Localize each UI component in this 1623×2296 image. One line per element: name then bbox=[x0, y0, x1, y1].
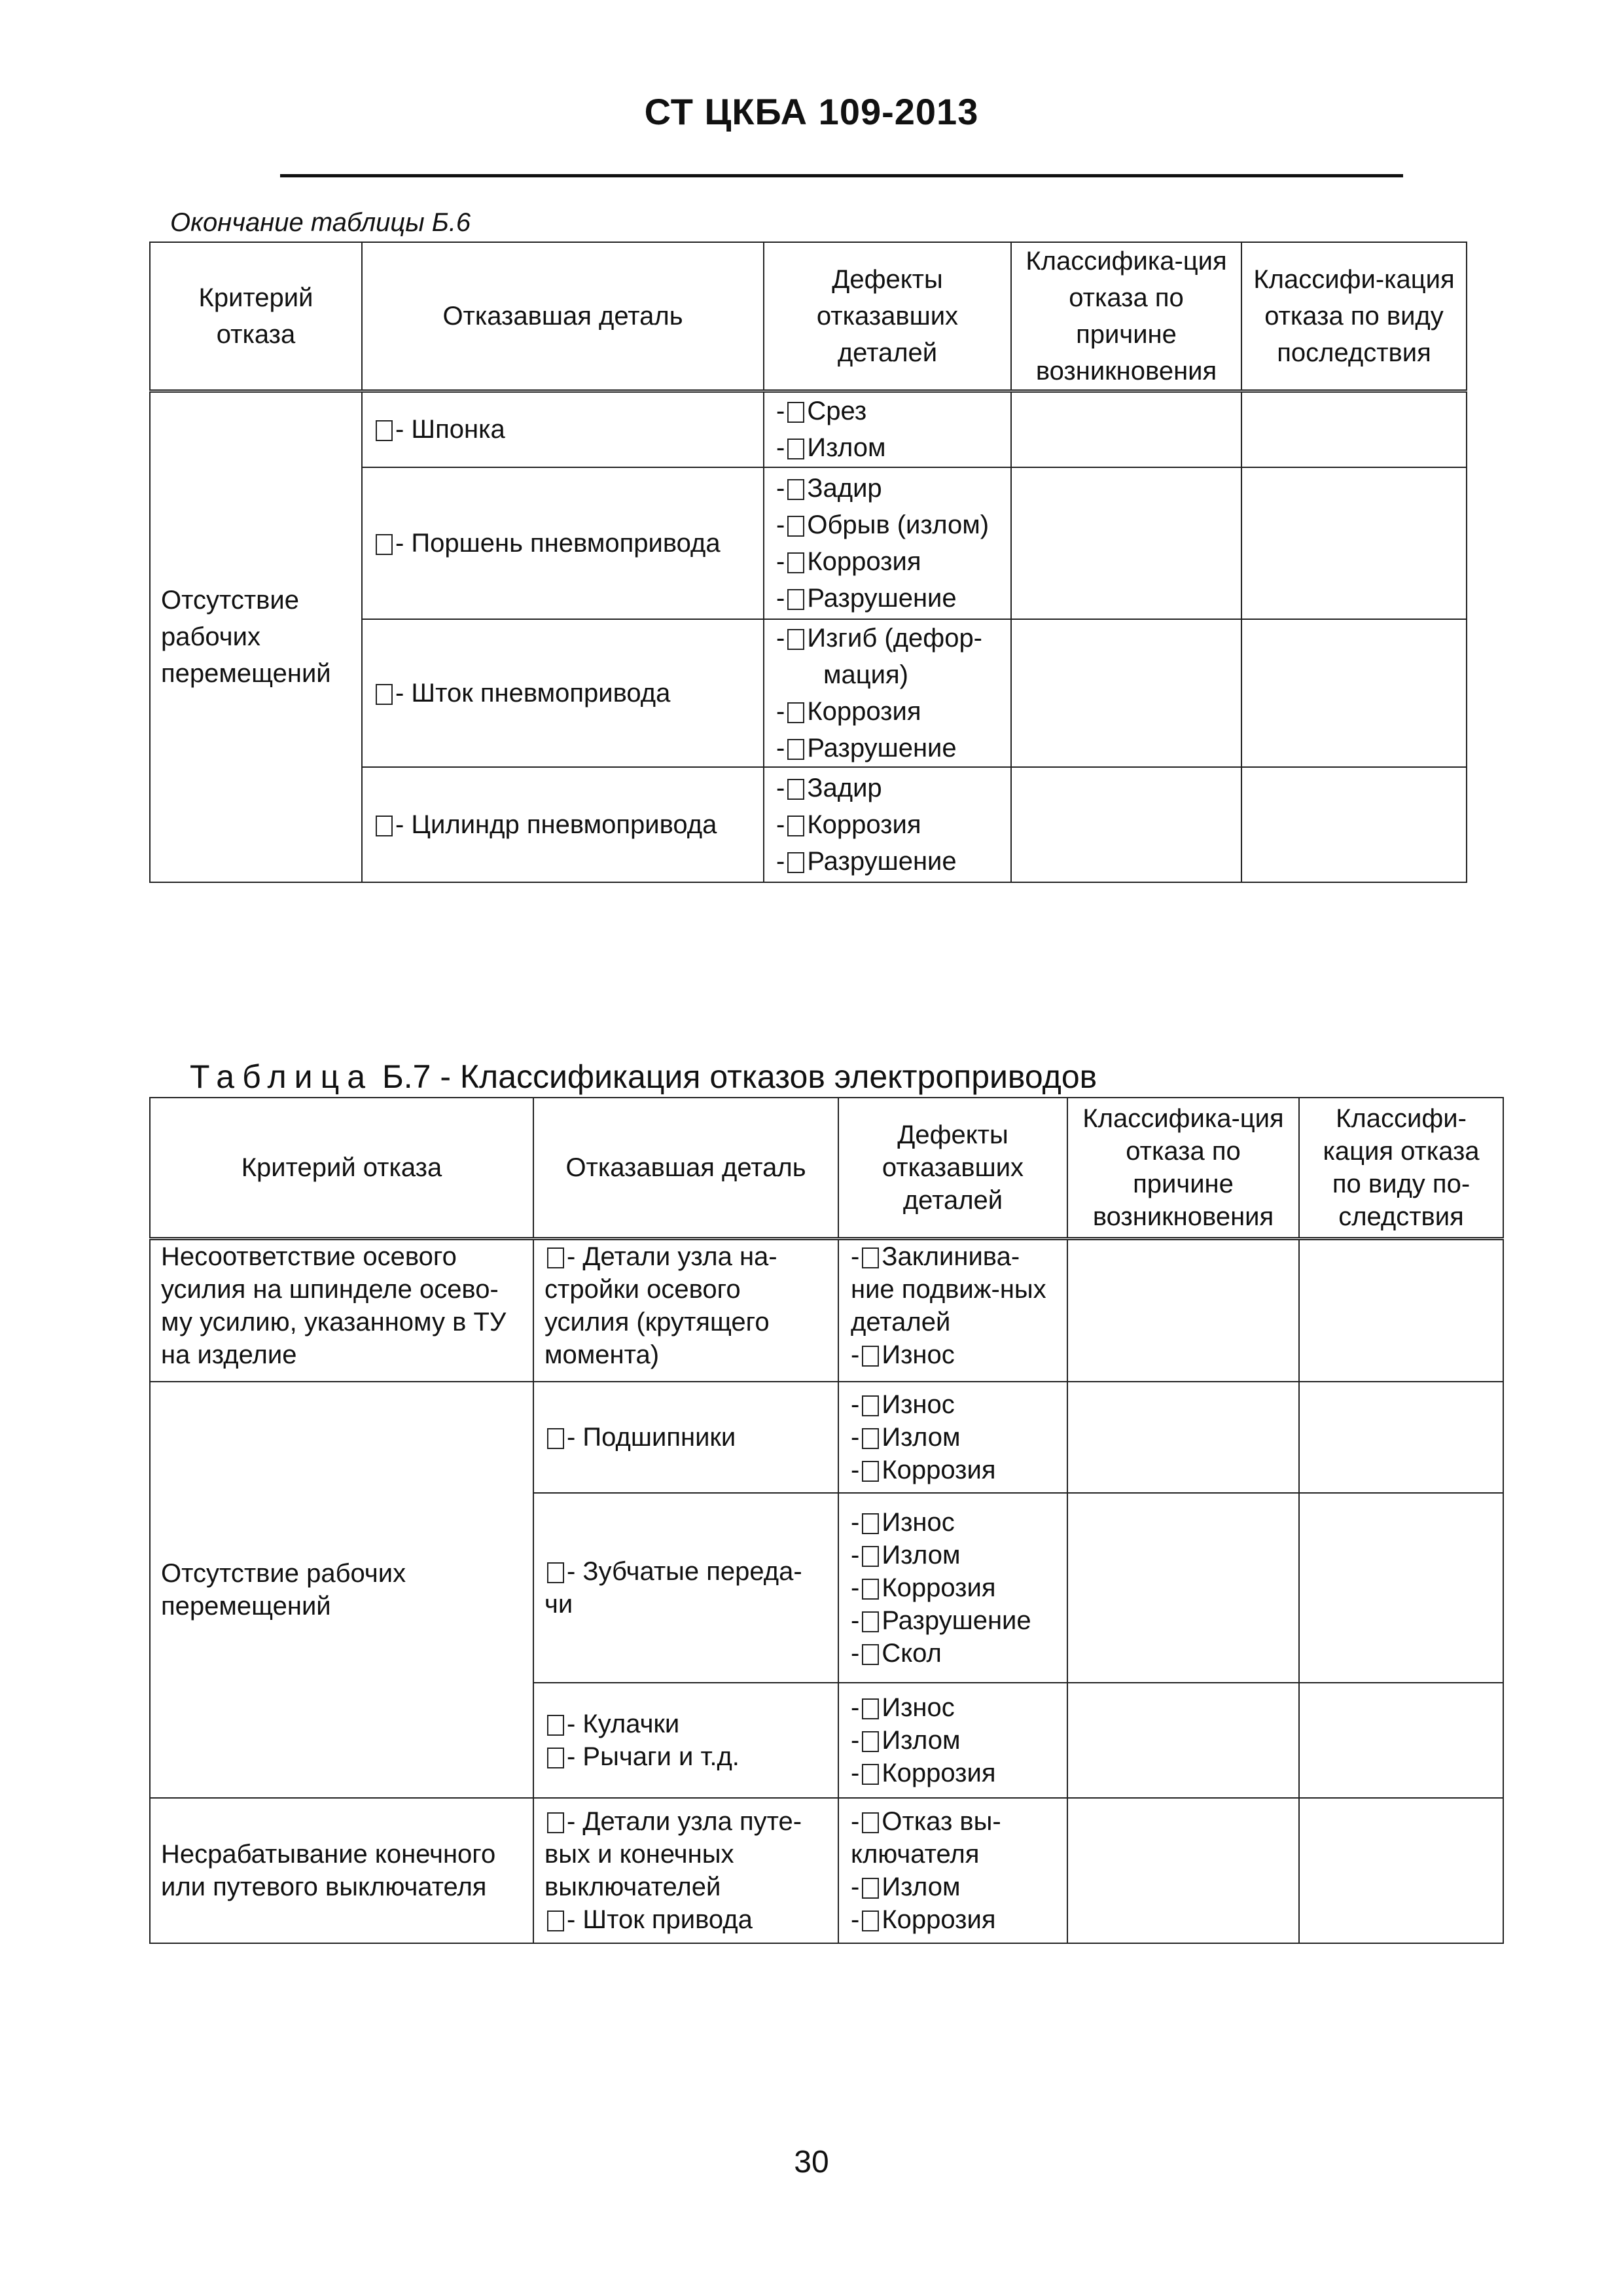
defect-item: - Коррозия bbox=[851, 1573, 996, 1602]
defect-item: - Обрыв (излом) bbox=[776, 510, 990, 539]
defects-cell bbox=[764, 467, 1011, 619]
consequence-class-cell[interactable] bbox=[1299, 1798, 1503, 1943]
defect-item: - Заклинива-ние подвиж-ных деталей bbox=[851, 1242, 1046, 1336]
defect-item: - Коррозия bbox=[851, 1758, 996, 1787]
checkbox-icon bbox=[376, 534, 393, 555]
defect-item: - Разрушение bbox=[851, 1605, 1031, 1635]
checkbox-icon bbox=[862, 1346, 879, 1367]
defect-item: - Износ bbox=[851, 1340, 955, 1369]
cause-class-cell[interactable] bbox=[1067, 1493, 1299, 1683]
checkbox-icon bbox=[787, 552, 804, 573]
table-row bbox=[150, 1239, 1503, 1382]
consequence-class-cell[interactable] bbox=[1299, 1382, 1503, 1493]
cause-class-cell[interactable] bbox=[1011, 391, 1241, 467]
column-header-criterion: Критерий отказа bbox=[150, 242, 362, 391]
failed-part-cell: - Шпонка bbox=[362, 391, 764, 467]
defect-item: - Излом bbox=[776, 433, 886, 463]
column-header-cause-class: Классифика-ция отказа по причине возникновения bbox=[1011, 242, 1241, 391]
defects-cell bbox=[764, 767, 1011, 882]
checkbox-icon bbox=[787, 779, 804, 800]
checkbox-icon bbox=[547, 1748, 564, 1768]
column-header-consequence-class: Классифи-кация отказа по виду по-следствия bbox=[1299, 1098, 1503, 1239]
defect-item: - Износ bbox=[851, 1507, 955, 1537]
column-header-failed-part: Отказавшая деталь bbox=[362, 242, 764, 391]
table-row bbox=[150, 391, 1467, 467]
defect-item: - Срез bbox=[776, 397, 867, 426]
failed-part-item: - Кулачки bbox=[544, 1708, 827, 1740]
defect-item: - Износ bbox=[851, 1390, 955, 1419]
checkbox-icon bbox=[862, 1698, 879, 1719]
table7-caption: Таблица Б.7 - Классификация отказов электроприводов bbox=[190, 1058, 1097, 1095]
defect-item: - Скол bbox=[851, 1638, 942, 1668]
failed-part-cell: - Цилиндр пневмопривода bbox=[362, 767, 764, 882]
checkbox-icon bbox=[862, 1513, 879, 1534]
defect-item: - Коррозия bbox=[776, 547, 921, 576]
table-b7 bbox=[149, 1097, 1504, 1944]
column-header-failed-part: Отказавшая деталь bbox=[533, 1098, 838, 1239]
failed-part-cell: - Шток пневмопривода bbox=[362, 619, 764, 767]
checkbox-icon bbox=[787, 516, 804, 537]
defect-item-continuation: мация) bbox=[823, 660, 908, 689]
checkbox-icon bbox=[862, 1428, 879, 1449]
defect-item: - Коррозия bbox=[851, 1905, 996, 1934]
defect-item: - Коррозия bbox=[776, 696, 921, 726]
cause-class-cell[interactable] bbox=[1067, 1683, 1299, 1798]
checkbox-icon bbox=[787, 629, 804, 650]
checkbox-icon bbox=[862, 1611, 879, 1632]
defects-cell bbox=[838, 1382, 1067, 1493]
defect-item: - Излом bbox=[851, 1422, 961, 1452]
criterion-cell: Несоответствие осевого усилия на шпинделе осево-му усилию, указанному в ТУ на изделие bbox=[150, 1239, 533, 1382]
defects-cell bbox=[838, 1493, 1067, 1683]
checkbox-icon bbox=[787, 739, 804, 760]
failed-part-item: - Детали узла путе-вых и конечных выключателей bbox=[544, 1806, 802, 1901]
failed-part-item: - Шток привода bbox=[544, 1903, 827, 1936]
consequence-class-cell[interactable] bbox=[1299, 1493, 1503, 1683]
checkbox-icon bbox=[787, 439, 804, 459]
defect-item: - Излом bbox=[851, 1540, 961, 1570]
checkbox-icon bbox=[376, 816, 393, 836]
table6-header-row bbox=[150, 242, 1467, 391]
consequence-class-cell[interactable] bbox=[1241, 467, 1467, 619]
defect-item: - Разрушение bbox=[776, 846, 957, 876]
checkbox-icon bbox=[862, 1878, 879, 1899]
checkbox-icon bbox=[862, 1579, 879, 1600]
defect-item: - Задир bbox=[776, 473, 882, 503]
cause-class-cell[interactable] bbox=[1067, 1239, 1299, 1382]
checkbox-icon bbox=[547, 1247, 564, 1268]
checkbox-icon bbox=[862, 1395, 879, 1416]
defect-item: - Излом bbox=[851, 1872, 961, 1901]
checkbox-icon bbox=[547, 1910, 564, 1931]
page-number: 30 bbox=[794, 2145, 829, 2179]
checkbox-icon bbox=[862, 1910, 879, 1931]
column-header-consequence-class: Классифи-кация отказа по виду последствия bbox=[1241, 242, 1467, 391]
consequence-class-cell[interactable] bbox=[1241, 391, 1467, 467]
criterion-cell: Отсутствие рабочих перемещений bbox=[150, 391, 362, 882]
defects-cell bbox=[838, 1239, 1067, 1382]
failed-part-cell: - Зубчатые переда-чи bbox=[533, 1493, 838, 1683]
consequence-class-cell[interactable] bbox=[1241, 767, 1467, 882]
consequence-class-cell[interactable] bbox=[1299, 1239, 1503, 1382]
failed-part-item: - Рычаги и т.д. bbox=[544, 1740, 827, 1773]
cause-class-cell[interactable] bbox=[1011, 467, 1241, 619]
defects-cell bbox=[764, 619, 1011, 767]
column-header-defects: Дефекты отказавших деталей bbox=[764, 242, 1011, 391]
column-header-defects: Дефекты отказавших деталей bbox=[838, 1098, 1067, 1239]
table-row bbox=[150, 1798, 1503, 1943]
defect-item: - Излом bbox=[851, 1725, 961, 1755]
defect-item: - Износ bbox=[851, 1693, 955, 1722]
table6-caption: Окончание таблицы Б.6 bbox=[170, 208, 471, 237]
consequence-class-cell[interactable] bbox=[1241, 619, 1467, 767]
checkbox-icon bbox=[547, 1812, 564, 1833]
checkbox-icon bbox=[862, 1546, 879, 1567]
defect-item: - Коррозия bbox=[851, 1455, 996, 1484]
defect-item: - Отказ вы-ключателя bbox=[851, 1806, 1001, 1869]
checkbox-icon bbox=[862, 1731, 879, 1752]
checkbox-icon bbox=[862, 1812, 879, 1833]
defect-item: - Коррозия bbox=[776, 810, 921, 839]
cause-class-cell[interactable] bbox=[1067, 1798, 1299, 1943]
column-header-cause-class: Классифика-ция отказа по причине возникновения bbox=[1067, 1098, 1299, 1239]
checkbox-icon bbox=[376, 420, 393, 441]
defect-item: - Разрушение bbox=[776, 733, 957, 762]
criterion-cell: Отсутствие рабочих перемещений bbox=[150, 1382, 533, 1798]
consequence-class-cell[interactable] bbox=[1299, 1683, 1503, 1798]
failed-part-cell: - Поршень пневмопривода bbox=[362, 467, 764, 619]
checkbox-icon bbox=[547, 1428, 564, 1449]
table7-header-row bbox=[150, 1098, 1503, 1239]
defects-cell bbox=[838, 1683, 1067, 1798]
table-row bbox=[150, 1382, 1503, 1493]
failed-part-cell bbox=[533, 1798, 838, 1943]
cause-class-cell[interactable] bbox=[1011, 767, 1241, 882]
checkbox-icon bbox=[787, 702, 804, 723]
checkbox-icon bbox=[547, 1715, 564, 1736]
checkbox-icon bbox=[787, 479, 804, 500]
criterion-cell: Несрабатывание конечного или путевого выключателя bbox=[150, 1798, 533, 1943]
document-title: СТ ЦКБА 109-2013 bbox=[644, 91, 979, 132]
checkbox-icon bbox=[862, 1644, 879, 1665]
failed-part-cell bbox=[533, 1683, 838, 1798]
defect-item: - Изгиб (дефор- bbox=[776, 623, 983, 653]
checkbox-icon bbox=[547, 1562, 564, 1583]
defects-cell bbox=[764, 391, 1011, 467]
column-header-criterion: Критерий отказа bbox=[150, 1098, 533, 1239]
title-rule bbox=[280, 174, 1403, 177]
defects-cell bbox=[838, 1798, 1067, 1943]
cause-class-cell[interactable] bbox=[1067, 1382, 1299, 1493]
cause-class-cell[interactable] bbox=[1011, 619, 1241, 767]
failed-part-cell: - Подшипники bbox=[533, 1382, 838, 1493]
defect-item: - Разрушение bbox=[776, 583, 957, 613]
checkbox-icon bbox=[862, 1247, 879, 1268]
checkbox-icon bbox=[376, 684, 393, 705]
checkbox-icon bbox=[787, 589, 804, 610]
defect-item: - Задир bbox=[776, 773, 882, 802]
checkbox-icon bbox=[787, 852, 804, 873]
failed-part-cell: - Детали узла на-стройки осевого усилия (крутящего момента) bbox=[533, 1239, 838, 1382]
checkbox-icon bbox=[862, 1461, 879, 1482]
checkbox-icon bbox=[862, 1764, 879, 1785]
checkbox-icon bbox=[787, 402, 804, 423]
table-b6 bbox=[149, 242, 1467, 883]
checkbox-icon bbox=[787, 816, 804, 836]
